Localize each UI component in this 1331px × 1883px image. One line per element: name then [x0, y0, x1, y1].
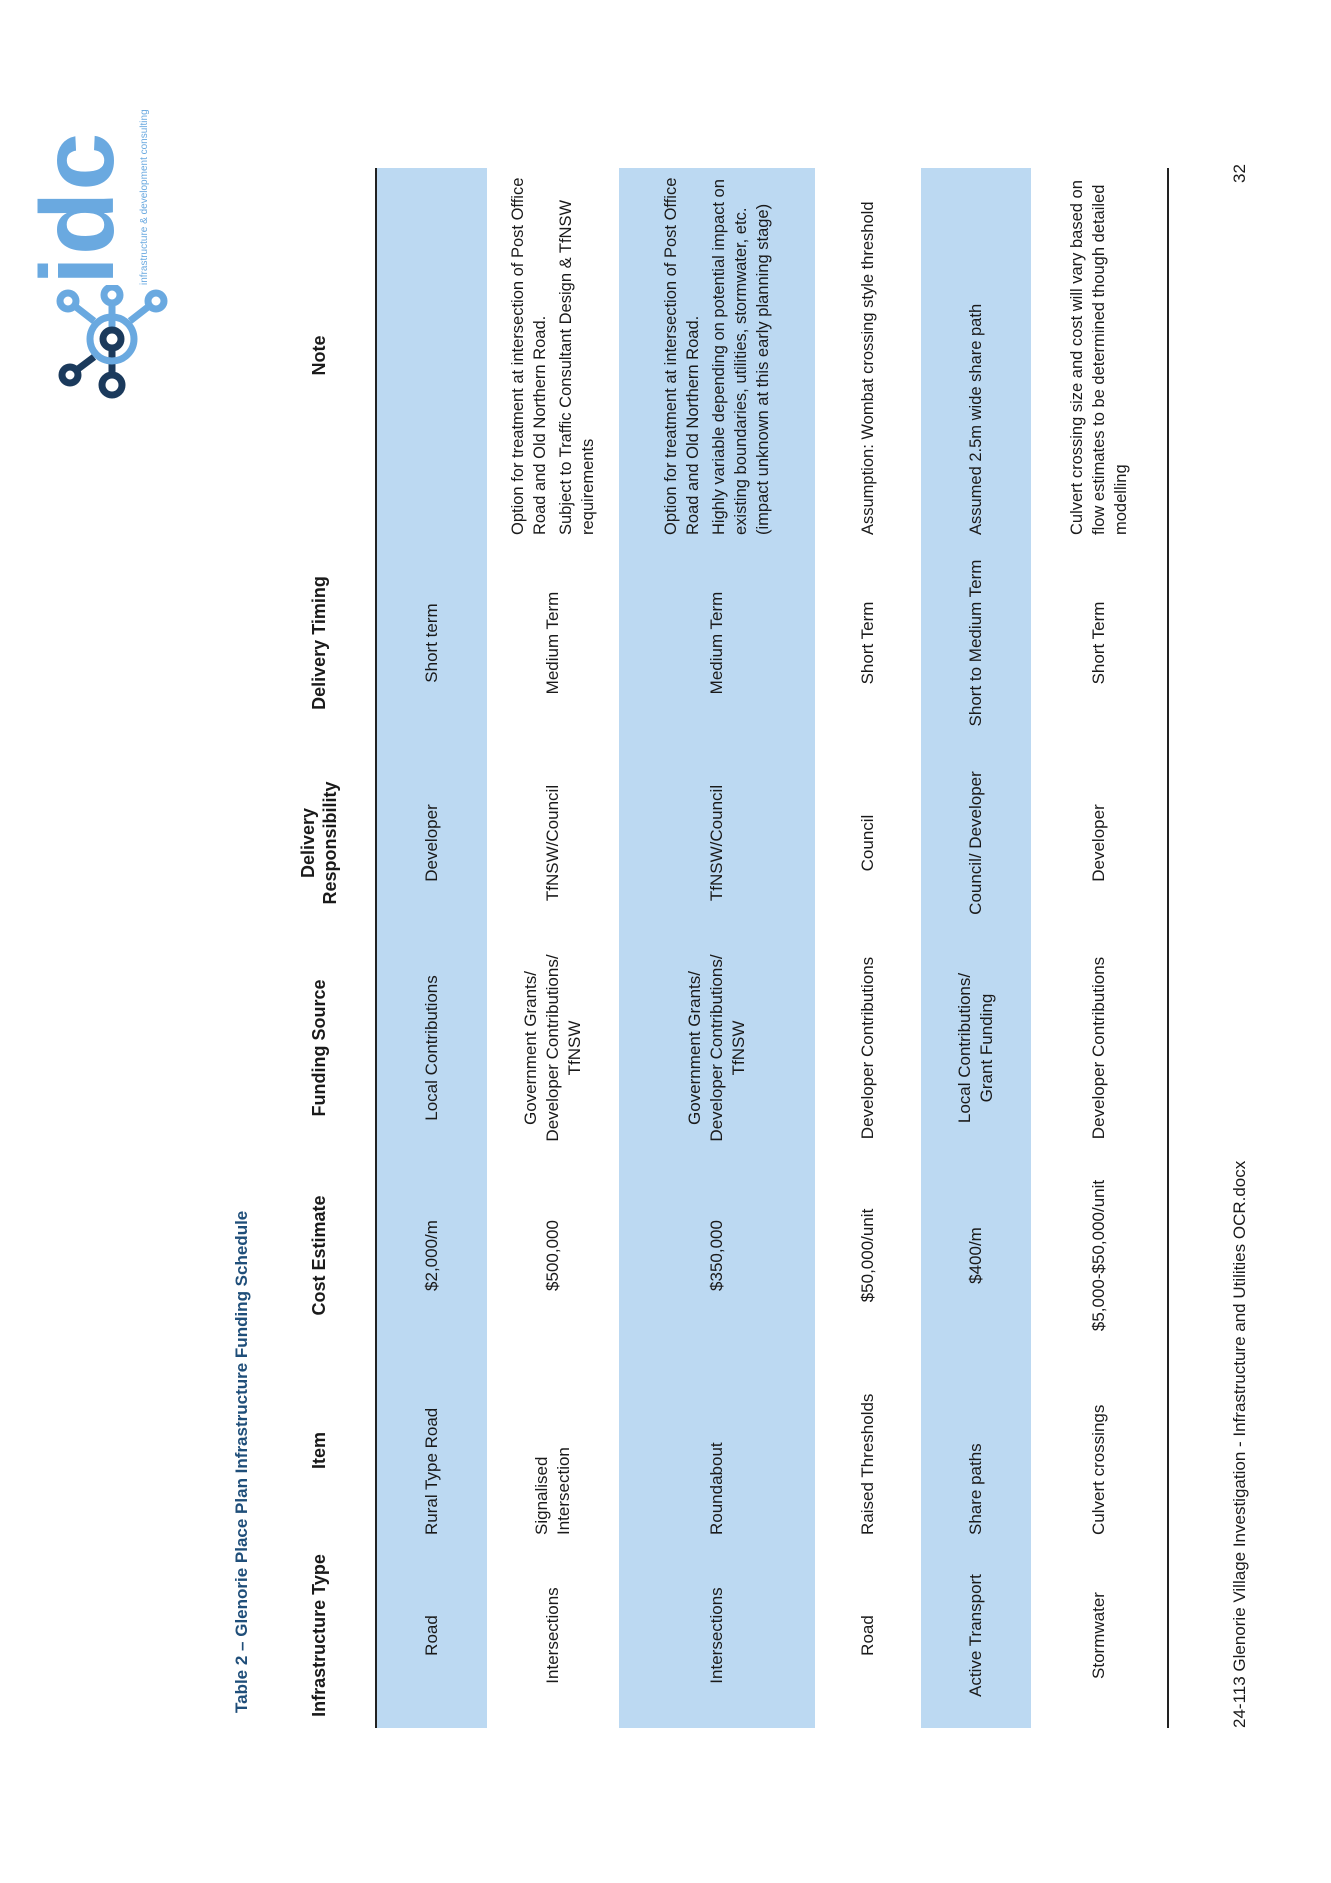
cell-type: Stormwater [1031, 1543, 1168, 1728]
cell-responsibility: Developer [376, 743, 487, 943]
molecule-logo-icon [20, 285, 180, 403]
table-row [487, 168, 619, 1728]
header-delivery-timing: Delivery Timing [262, 543, 376, 743]
cell-note [815, 168, 921, 543]
cell-item: Rural Type Road [376, 1358, 487, 1543]
cell-timing: Short term [376, 543, 487, 743]
table-title: Table 2 – Glenorie Place Plan Infrastructure Funding Schedule [232, 1210, 251, 1713]
table-row [921, 168, 1031, 1728]
cell-item: Signalised Intersection [532, 1447, 573, 1535]
page-number: 32 [1230, 164, 1249, 183]
cell-note [376, 168, 487, 543]
cell-type: Road [858, 1615, 877, 1656]
cell-item: Culvert crossings [1031, 1358, 1168, 1543]
cell-funding: Government Grants/ Developer Contributions/ TfNSW [521, 954, 584, 1142]
note-text: Culvert crossing size and cost will vary based on flow estimates to be determined though detailed modelling [1068, 180, 1130, 535]
cell-item: Roundabout [619, 1358, 815, 1543]
cell-cost: $5,000-$50,000/unit [1031, 1153, 1168, 1358]
table-row [1031, 168, 1168, 1728]
cell-note [619, 168, 815, 543]
table-row [815, 168, 921, 1728]
company-logo [20, 109, 180, 403]
cell-note [487, 168, 619, 543]
cell-type: Road [376, 1543, 487, 1728]
cell-type: Active Transport [921, 1543, 1031, 1728]
cell-responsibility: Developer [1031, 743, 1168, 943]
table-row [619, 168, 815, 1728]
cell-cost: $500,000 [543, 1220, 562, 1291]
document-footer: 24-113 Glenorie Village Investigation - Infrastructure and Utilities OCR.docx [1230, 1160, 1249, 1728]
cell-responsibility: TfNSW/Council [543, 784, 562, 902]
funding-schedule-table [262, 168, 1169, 1728]
note-text: Assumption: Wombat crossing style threshold [859, 201, 877, 535]
table-row [376, 168, 487, 1728]
cell-item: Share paths [921, 1358, 1031, 1543]
cell-timing: Short Term [858, 601, 877, 685]
cell-cost: $350,000 [619, 1153, 815, 1358]
cell-timing: Short Term [1031, 543, 1168, 743]
cell-note [1031, 168, 1168, 543]
brand-tagline: infrastructure & development consulting [139, 109, 150, 285]
note-text: Option for treatment at intersection of Post Office Road and Old Northern Road. [662, 177, 702, 535]
cell-funding: Local Contributions/ Grant Funding [921, 943, 1031, 1153]
cell-timing: Medium Term [619, 543, 815, 743]
header-delivery-responsibility: Delivery Responsibility [262, 743, 376, 943]
cell-note [921, 168, 1031, 543]
note-text: Assumed 2.5m wide share path [967, 303, 985, 535]
cell-cost: $2,000/m [376, 1153, 487, 1358]
cell-funding: Developer Contributions [858, 956, 877, 1140]
cell-responsibility: Council/ Developer [921, 743, 1031, 943]
cell-item: Raised Thresholds [858, 1393, 877, 1535]
cell-cost: $50,000/unit [858, 1208, 877, 1303]
note-text: Highly variable depending on potential impact on existing boundaries, utilities, stormwater, etc. (impact unknown at this early planning stage) [710, 179, 772, 535]
table-header-row [262, 168, 376, 1728]
cell-funding: Government Grants/ Developer Contributions/ TfNSW [619, 943, 815, 1153]
header-funding-source: Funding Source [262, 943, 376, 1153]
cell-responsibility: Council [858, 814, 877, 872]
cell-timing: Short to Medium Term [921, 543, 1031, 743]
note-text: Option for treatment at intersection of Post Office Road and Old Northern Road. [509, 177, 549, 535]
header-note: Note [262, 168, 376, 543]
header-cost-estimate: Cost Estimate [262, 1153, 376, 1358]
cell-cost: $400/m [921, 1153, 1031, 1358]
header-item: Item [262, 1358, 376, 1543]
cell-funding: Developer Contributions [1031, 943, 1168, 1153]
cell-type: Intersections [543, 1587, 562, 1684]
cell-funding: Local Contributions [376, 943, 487, 1153]
cell-timing: Medium Term [543, 591, 562, 695]
cell-type: Intersections [619, 1543, 815, 1728]
header-infrastructure-type: Infrastructure Type [262, 1543, 376, 1728]
brand-name: idc [20, 131, 136, 285]
note-text: Subject to Traffic Consultant Design & TfNSW requirements [557, 199, 597, 535]
cell-responsibility: TfNSW/Council [619, 743, 815, 943]
